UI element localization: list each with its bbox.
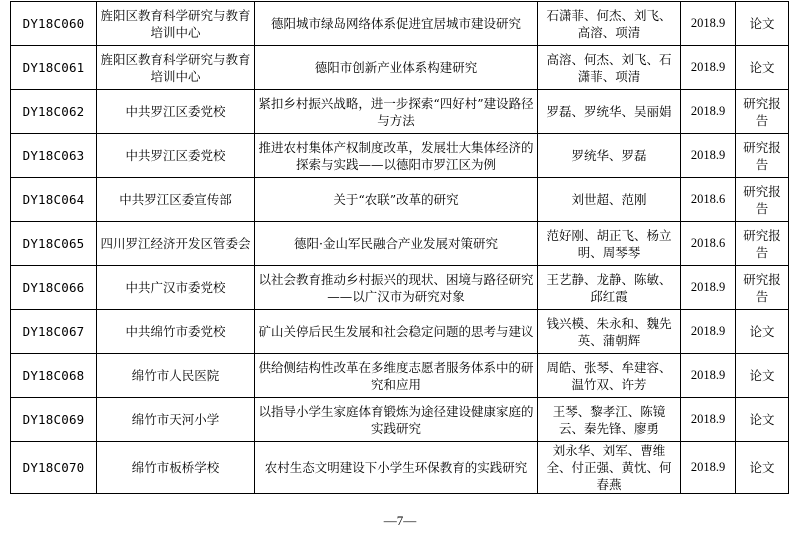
- result-type: 研究报告: [736, 266, 789, 310]
- unit-name: 中共绵竹市委党校: [97, 310, 255, 354]
- unit-name: 中共罗江区委党校: [97, 90, 255, 134]
- completion-date: 2018.9: [681, 46, 736, 90]
- project-title: 德阳市创新产业体系构建研究: [255, 46, 538, 90]
- result-type: 研究报告: [736, 178, 789, 222]
- authors: 刘世超、范刚: [538, 178, 681, 222]
- result-type: 论文: [736, 354, 789, 398]
- completion-date: 2018.9: [681, 310, 736, 354]
- unit-name: 绵竹市天河小学: [97, 398, 255, 442]
- project-code: DY18C066: [11, 266, 97, 310]
- table-row: [11, 222, 789, 266]
- authors: 范好刚、胡正飞、杨立明、周琴琴: [538, 222, 681, 266]
- table-row: [11, 2, 789, 46]
- project-title: 供给侧结构性改革在多维度志愿者服务体系中的研究和应用: [255, 354, 538, 398]
- result-type: 研究报告: [736, 222, 789, 266]
- authors: 周皓、张琴、牟建容、温竹双、许芳: [538, 354, 681, 398]
- completion-date: 2018.9: [681, 134, 736, 178]
- project-title: 以社会教育推动乡村振兴的现状、困境与路径研究——以广汉市为研究对象: [255, 266, 538, 310]
- authors: 王艺静、龙静、陈敏、邱红霞: [538, 266, 681, 310]
- project-code: DY18C064: [11, 178, 97, 222]
- completion-date: 2018.6: [681, 178, 736, 222]
- project-code: DY18C070: [11, 442, 97, 494]
- completion-date: 2018.9: [681, 266, 736, 310]
- unit-name: 绵竹市板桥学校: [97, 442, 255, 494]
- table-row: [11, 178, 789, 222]
- table-row: [11, 134, 789, 178]
- authors: 高溶、何杰、刘飞、石潇菲、项清: [538, 46, 681, 90]
- result-type: 论文: [736, 46, 789, 90]
- completion-date: 2018.9: [681, 354, 736, 398]
- table-row: [11, 266, 789, 310]
- authors: 钱兴模、朱永和、魏先英、蒲朝辉: [538, 310, 681, 354]
- result-type: 论文: [736, 2, 789, 46]
- result-type: 研究报告: [736, 90, 789, 134]
- unit-name: 绵竹市人民医院: [97, 354, 255, 398]
- unit-name: 中共罗江区委宣传部: [97, 178, 255, 222]
- completion-date: 2018.9: [681, 398, 736, 442]
- results-table: [10, 1, 789, 494]
- table-row: [11, 310, 789, 354]
- table-row: [11, 442, 789, 494]
- page-number: —7—: [383, 513, 417, 528]
- project-code: DY18C061: [11, 46, 97, 90]
- project-title: 矿山关停后民生发展和社会稳定问题的思考与建议: [255, 310, 538, 354]
- result-type: 研究报告: [736, 134, 789, 178]
- completion-date: 2018.9: [681, 90, 736, 134]
- project-code: DY18C060: [11, 2, 97, 46]
- table-row: [11, 354, 789, 398]
- unit-name: 中共罗江区委党校: [97, 134, 255, 178]
- project-code: DY18C068: [11, 354, 97, 398]
- unit-name: 旌阳区教育科学研究与教育培训中心: [97, 46, 255, 90]
- project-title: 德阳·金山军民融合产业发展对策研究: [255, 222, 538, 266]
- project-code: DY18C065: [11, 222, 97, 266]
- project-title: 紧扣乡村振兴战略，进一步探索“四好村”建设路径与方法: [255, 90, 538, 134]
- authors: 刘永华、刘军、曹维全、付正强、黄忱、何春燕: [538, 442, 681, 494]
- project-title: 推进农村集体产权制度改革，发展壮大集体经济的探索与实践——以德阳市罗江区为例: [255, 134, 538, 178]
- project-code: DY18C063: [11, 134, 97, 178]
- unit-name: 四川罗江经济开发区管委会: [97, 222, 255, 266]
- table-row: [11, 46, 789, 90]
- result-type: 论文: [736, 398, 789, 442]
- project-code: DY18C067: [11, 310, 97, 354]
- project-title: 以指导小学生家庭体育锻炼为途径建设健康家庭的实践研究: [255, 398, 538, 442]
- completion-date: 2018.9: [681, 442, 736, 494]
- result-type: 论文: [736, 442, 789, 494]
- table-row: [11, 398, 789, 442]
- project-title: 农村生态文明建设下小学生环保教育的实践研究: [255, 442, 538, 494]
- project-title: 德阳城市绿岛网络体系促进宜居城市建设研究: [255, 2, 538, 46]
- table-row: [11, 90, 789, 134]
- authors: 石潇菲、何杰、刘飞、高溶、项清: [538, 2, 681, 46]
- authors: 罗磊、罗统华、吴丽娟: [538, 90, 681, 134]
- unit-name: 旌阳区教育科学研究与教育培训中心: [97, 2, 255, 46]
- unit-name: 中共广汉市委党校: [97, 266, 255, 310]
- result-type: 论文: [736, 310, 789, 354]
- project-code: DY18C069: [11, 398, 97, 442]
- table-body: [11, 2, 789, 494]
- completion-date: 2018.9: [681, 2, 736, 46]
- project-title: 关于“农联”改革的研究: [255, 178, 538, 222]
- authors: 王琴、黎孝江、陈镜云、秦先锋、廖勇: [538, 398, 681, 442]
- project-code: DY18C062: [11, 90, 97, 134]
- authors: 罗统华、罗磊: [538, 134, 681, 178]
- completion-date: 2018.6: [681, 222, 736, 266]
